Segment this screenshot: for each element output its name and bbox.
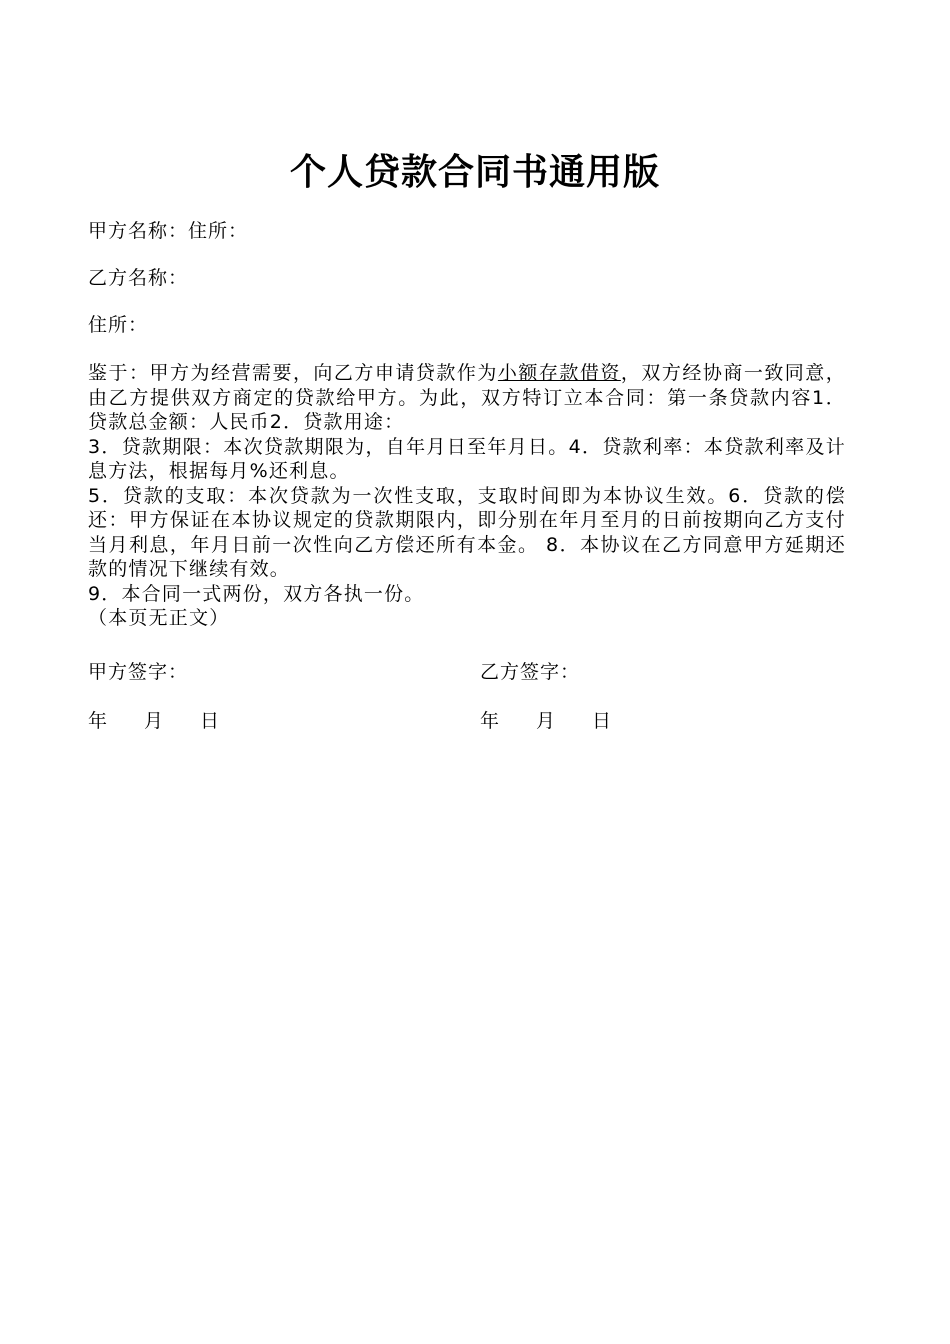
- contract-body: [88, 361, 846, 631]
- paragraph-recitals-post: ，双方经协商一致同意，由乙方提供双方商定的贷款给甲方。为此，双方特订立本合同：第一条贷款内容1．贷款总金额：人民币2．贷款用途：: [88, 362, 846, 433]
- loan-purpose-link[interactable]: 小额存款借资: [497, 362, 621, 384]
- paragraph-term-interest: 3．贷款期限：本次贷款期限为，自年月日至年月日。4．贷款利率：本贷款利率及计息方法，根据每月%还利息。: [88, 435, 846, 482]
- party-b-date-month: 月: [536, 710, 556, 732]
- document-title: 个人贷款合同书通用版: [289, 151, 660, 193]
- paragraph-withdrawal-repayment: 5．贷款的支取：本次贷款为一次性支取，支取时间即为本协议生效。6．贷款的偿还：甲方保证在本协议规定的贷款期限内，即分别在年月至月的日前按期向乙方支付当月利息，年月日前一次性向乙方偿还所有本金。 8．本协议在乙方同意甲方延期还款的情况下继续有效。: [88, 484, 846, 580]
- party-a-date-month: 月: [144, 710, 164, 732]
- party-b-date: [480, 709, 611, 733]
- party-b-signature-label: 乙方签字：: [480, 661, 581, 683]
- paragraph-recitals-pre: 鉴于：甲方为经营需要，向乙方申请贷款作为: [88, 362, 498, 384]
- paragraph-copies: 9．本合同一式两份，双方各执一份。: [88, 582, 425, 605]
- address-line: 住所：: [88, 314, 149, 336]
- party-a-date: [88, 709, 219, 733]
- party-b-date-year: 年: [480, 710, 500, 732]
- party-a-date-day: 日: [200, 710, 220, 732]
- paragraph-recitals: [88, 361, 846, 435]
- paragraph-no-text: （本页无正文）: [88, 607, 230, 629]
- party-b-date-day: 日: [592, 710, 612, 732]
- party-a-date-year: 年: [88, 710, 108, 732]
- party-b-name: 乙方名称：: [88, 267, 189, 289]
- party-a-signature-label: 甲方签字：: [88, 661, 189, 683]
- party-a-name-address: 甲方名称：住所：: [88, 220, 249, 242]
